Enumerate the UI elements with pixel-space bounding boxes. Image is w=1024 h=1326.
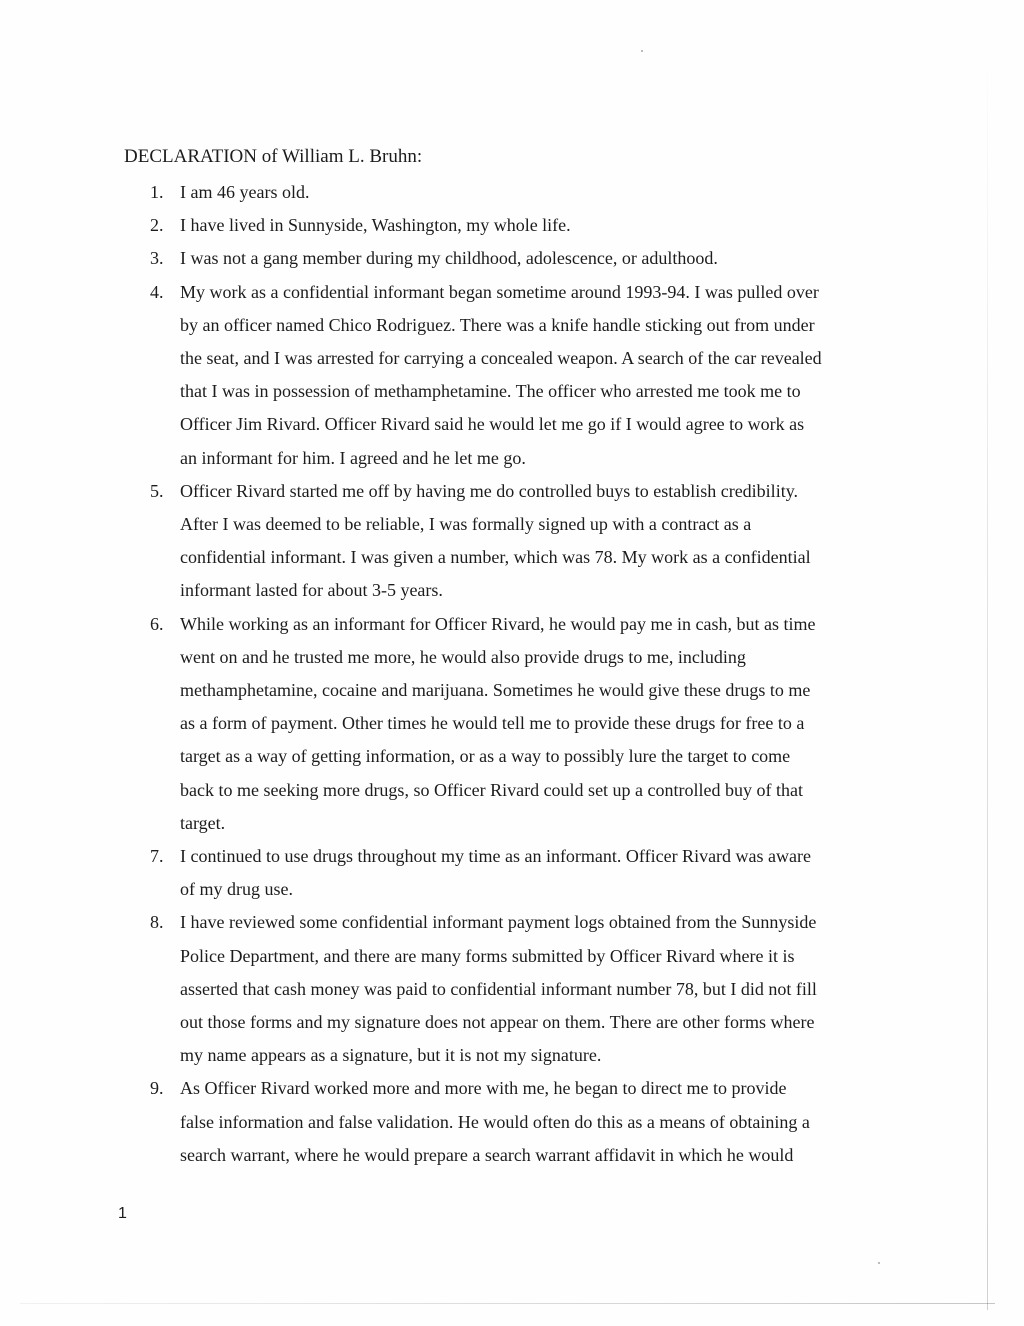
scan-edge-bottom xyxy=(20,1303,995,1304)
paragraph-number: 2. xyxy=(150,215,164,236)
paragraph-1 xyxy=(124,176,884,209)
paragraph-text: Officer Rivard started me off by having me do controlled buys to establish credibility. After I was deemed to be reliable, I was formally signed up with a contract as a confidential informant. I was given a number, which was 78. My work as a confidential informant lasted for about 3-5 years. xyxy=(180,480,811,601)
paragraph-3 xyxy=(124,242,884,275)
paragraph-9 xyxy=(124,1072,884,1172)
declaration-title: DECLARATION of William L. Bruhn: xyxy=(124,146,423,167)
paragraph-number: 3. xyxy=(150,248,164,269)
paragraph-5 xyxy=(124,475,884,608)
scan-speck xyxy=(641,50,643,52)
paragraph-number: 9. xyxy=(150,1078,164,1099)
scan-speck xyxy=(878,1262,880,1264)
paragraph-8 xyxy=(124,906,884,1072)
paragraph-number: 7. xyxy=(150,846,164,867)
scan-edge-right xyxy=(987,40,988,1310)
declaration-paragraphs xyxy=(124,176,884,1172)
paragraph-text: I have reviewed some confidential informant payment logs obtained from the Sunnyside Police Department, and there are many forms submitted by Officer Rivard where it is asserted that cash money was paid to confidential informant number 78, but I did not fill out those forms and my signature does not appear on them. There are other forms where my name appears as a signature, but it is not my signature. xyxy=(180,912,817,1066)
paragraph-text: I am 46 years old. xyxy=(180,182,310,202)
paragraph-text: As Officer Rivard worked more and more with me, he began to direct me to provide false information and false validation. He would often do this as a means of obtaining a search warrant, where he would prepare a search warrant affidavit in which he would xyxy=(180,1078,810,1165)
paragraph-number: 1. xyxy=(150,182,164,202)
paragraph-7 xyxy=(124,840,884,906)
paragraph-text: I was not a gang member during my childhood, adolescence, or adulthood. xyxy=(180,248,718,269)
paragraph-number: 4. xyxy=(150,281,164,302)
paragraph-text: I continued to use drugs throughout my time as an informant. Officer Rivard was aware of my drug use. xyxy=(180,846,812,900)
paragraph-text: My work as a confidential informant began sometime around 1993-94. I was pulled over by an officer named Chico Rodriguez. There was a knife handle sticking out from under the seat, and I was arrested for carrying a concealed weapon. A search of the car revealed that I was in possession of methamphetamine. The officer who arrested me took me to Officer Jim Rivard. Officer Rivard said he would let me go if I would agree to work as an informant for him. I agreed and he let me go. xyxy=(180,281,822,468)
paragraph-text: While working as an informant for Officer Rivard, he would pay me in cash, but as time went on and he trusted me more, he would also provide drugs to me, including methamphetamine, cocaine and marijuana. Sometimes he would give these drugs to me as a form of payment. Other times he would tell me to provide these drugs for free to a target as a way of getting information, or as a way to possibly lure the target to come back to me seeking more drugs, so Officer Rivard could set up a controlled buy of that target. xyxy=(180,613,816,833)
paragraph-4 xyxy=(124,276,884,475)
paragraph-number: 6. xyxy=(150,613,164,634)
paragraph-number: 5. xyxy=(150,480,164,501)
page-number: 1 xyxy=(118,1205,127,1222)
paragraph-6 xyxy=(124,608,884,840)
paragraph-text: I have lived in Sunnyside, Washington, my whole life. xyxy=(180,215,571,236)
paragraph-2 xyxy=(124,209,884,242)
paragraph-number: 8. xyxy=(150,912,164,933)
